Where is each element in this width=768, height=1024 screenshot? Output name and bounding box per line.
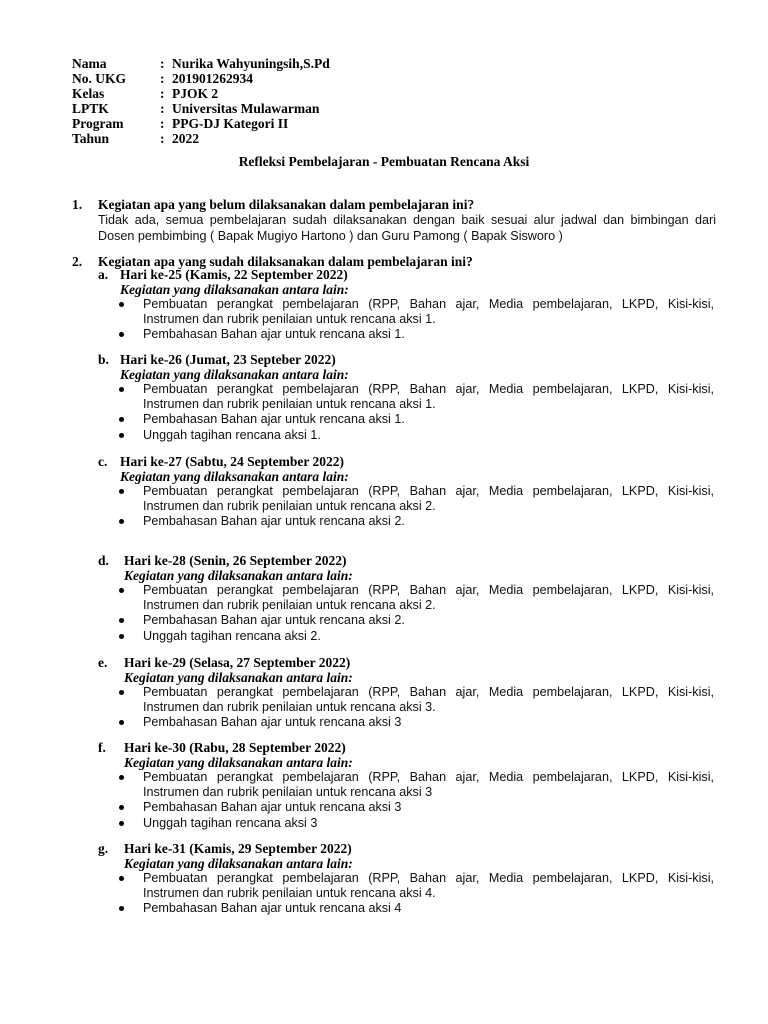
day-title: Hari ke-30 (Rabu, 28 September 2022): [124, 740, 346, 755]
day-title: Hari ke-27 (Sabtu, 24 September 2022): [120, 454, 344, 469]
activity-list: [116, 297, 714, 342]
list-item: Pembahasan Bahan ajar untuk rencana aksi 3: [116, 715, 714, 730]
identity-value: PPG-DJ Kategori II: [172, 116, 289, 131]
day-title: Hari ke-28 (Senin, 26 September 2022): [124, 553, 347, 568]
day-subtitle: Kegiatan yang dilaksanakan antara lain:: [124, 755, 353, 770]
question-1-answer: Tidak ada, semua pembelajaran sudah dilaksanakan dengan baik sesuai alur jadwal dan bimbingan dari Dosen pembimbing ( Bapak Mugiyo Hartono ) dan Guru Pamong ( Bapak Sisworo ): [98, 213, 716, 243]
identity-value: 201901262934: [172, 71, 253, 86]
list-item: Pembuatan perangkat pembelajaran (RPP, Bahan ajar, Media pembelajaran, LKPD, Kisi-kisi, Instrumen dan rubrik penilaian untuk rencana aksi 2.: [116, 484, 714, 513]
identity-label: Nama: [72, 56, 107, 71]
day-heading: [98, 740, 716, 755]
identity-row-nama: [72, 56, 330, 71]
day-letter: e.: [98, 655, 108, 670]
day-title: Hari ke-31 (Kamis, 29 September 2022): [124, 841, 352, 856]
day-letter: c.: [98, 454, 108, 469]
day-letter: g.: [98, 841, 109, 856]
list-item: Pembahasan Bahan ajar untuk rencana aksi 2.: [116, 613, 714, 628]
activity-list: [116, 871, 714, 916]
list-item: Pembuatan perangkat pembelajaran (RPP, Bahan ajar, Media pembelajaran, LKPD, Kisi-kisi, Instrumen dan rubrik penilaian untuk rencana aksi 2.: [116, 583, 714, 612]
identity-value: PJOK 2: [172, 86, 219, 101]
identity-label: No. UKG: [72, 71, 126, 86]
day-letter: b.: [98, 352, 109, 367]
list-item: Pembahasan Bahan ajar untuk rencana aksi 3: [116, 800, 714, 815]
identity-label: Program: [72, 116, 124, 131]
identity-value: Universitas Mulawarman: [172, 101, 320, 116]
identity-row-lptk: [72, 101, 330, 116]
list-item: Unggah tagihan rencana aksi 2.: [116, 629, 714, 644]
activity-list: [116, 770, 714, 830]
question-1: [72, 197, 716, 244]
question-number: 2.: [72, 254, 83, 269]
day-letter: d.: [98, 553, 109, 568]
identity-label: Kelas: [72, 86, 105, 101]
day-title: Hari ke-25 (Kamis, 22 September 2022): [120, 267, 348, 282]
day-subtitle: Kegiatan yang dilaksanakan antara lain:: [120, 469, 349, 484]
day-title: Hari ke-29 (Selasa, 27 September 2022): [124, 655, 351, 670]
identity-colon: :: [160, 86, 165, 101]
list-item: Pembahasan Bahan ajar untuk rencana aksi 4: [116, 901, 714, 916]
question-text: Kegiatan apa yang sudah dilaksanakan dalam pembelajaran ini?: [98, 254, 473, 269]
list-item: Pembahasan Bahan ajar untuk rencana aksi 1.: [116, 412, 714, 427]
day-subtitle: Kegiatan yang dilaksanakan antara lain:: [120, 367, 349, 382]
activity-list: [116, 382, 714, 442]
identity-row-program: [72, 116, 330, 131]
day-subtitle: Kegiatan yang dilaksanakan antara lain:: [124, 568, 353, 583]
list-item: Pembuatan perangkat pembelajaran (RPP, Bahan ajar, Media pembelajaran, LKPD, Kisi-kisi, Instrumen dan rubrik penilaian untuk rencana aksi 3: [116, 770, 714, 799]
day-heading: [98, 655, 716, 670]
document-title: Refleksi Pembelajaran - Pembuatan Rencana Aksi: [238, 154, 530, 169]
day-section-b: [98, 352, 716, 442]
activity-list: [116, 484, 714, 529]
identity-row-no-ukg: [72, 71, 330, 86]
day-subtitle: Kegiatan yang dilaksanakan antara lain:: [120, 282, 349, 297]
list-item: Pembuatan perangkat pembelajaran (RPP, Bahan ajar, Media pembelajaran, LKPD, Kisi-kisi, Instrumen dan rubrik penilaian untuk rencana aksi 1.: [116, 297, 714, 326]
day-section-e: [98, 655, 716, 730]
identity-colon: :: [160, 101, 165, 116]
activity-list: [116, 583, 714, 643]
day-section-g: [98, 841, 716, 916]
activity-list: [116, 685, 714, 730]
identity-row-kelas: [72, 86, 330, 101]
day-title: Hari ke-26 (Jumat, 23 Septeber 2022): [120, 352, 336, 367]
list-item: Pembahasan Bahan ajar untuk rencana aksi 2.: [116, 514, 714, 529]
list-item: Unggah tagihan rencana aksi 3: [116, 816, 714, 831]
day-heading: [98, 454, 716, 469]
identity-row-tahun: [72, 131, 330, 146]
identity-block: [72, 56, 330, 146]
list-item: Pembuatan perangkat pembelajaran (RPP, Bahan ajar, Media pembelajaran, LKPD, Kisi-kisi, Instrumen dan rubrik penilaian untuk rencana aksi 1.: [116, 382, 714, 411]
identity-colon: :: [160, 71, 165, 86]
day-heading: [98, 553, 716, 568]
day-subtitle: Kegiatan yang dilaksanakan antara lain:: [124, 670, 353, 685]
day-section-a: [98, 267, 716, 342]
list-item: Pembahasan Bahan ajar untuk rencana aksi 1.: [116, 327, 714, 342]
day-section-f: [98, 740, 716, 830]
day-section-d: [98, 553, 716, 643]
day-section-c: [98, 454, 716, 529]
question-text: Kegiatan apa yang belum dilaksanakan dalam pembelajaran ini?: [98, 197, 475, 212]
identity-value: Nurika Wahyuningsih,S.Pd: [172, 56, 330, 71]
day-letter: a.: [98, 267, 109, 282]
list-item: Pembuatan perangkat pembelajaran (RPP, Bahan ajar, Media pembelajaran, LKPD, Kisi-kisi, Instrumen dan rubrik penilaian untuk rencana aksi 3.: [116, 685, 714, 714]
day-subtitle: Kegiatan yang dilaksanakan antara lain:: [124, 856, 353, 871]
list-item: Unggah tagihan rencana aksi 1.: [116, 428, 714, 443]
identity-value: 2022: [172, 131, 199, 146]
question-number: 1.: [72, 197, 83, 212]
day-heading: [98, 841, 716, 856]
identity-colon: :: [160, 56, 165, 71]
identity-colon: :: [160, 131, 165, 146]
day-letter: f.: [98, 740, 106, 755]
day-heading: [98, 352, 716, 367]
identity-label: LPTK: [72, 101, 109, 116]
day-heading: [98, 267, 716, 282]
list-item: Pembuatan perangkat pembelajaran (RPP, Bahan ajar, Media pembelajaran, LKPD, Kisi-kisi, Instrumen dan rubrik penilaian untuk rencana aksi 4.: [116, 871, 714, 900]
question-1-heading: [72, 197, 716, 212]
identity-label: Tahun: [72, 131, 110, 146]
identity-colon: :: [160, 116, 165, 131]
